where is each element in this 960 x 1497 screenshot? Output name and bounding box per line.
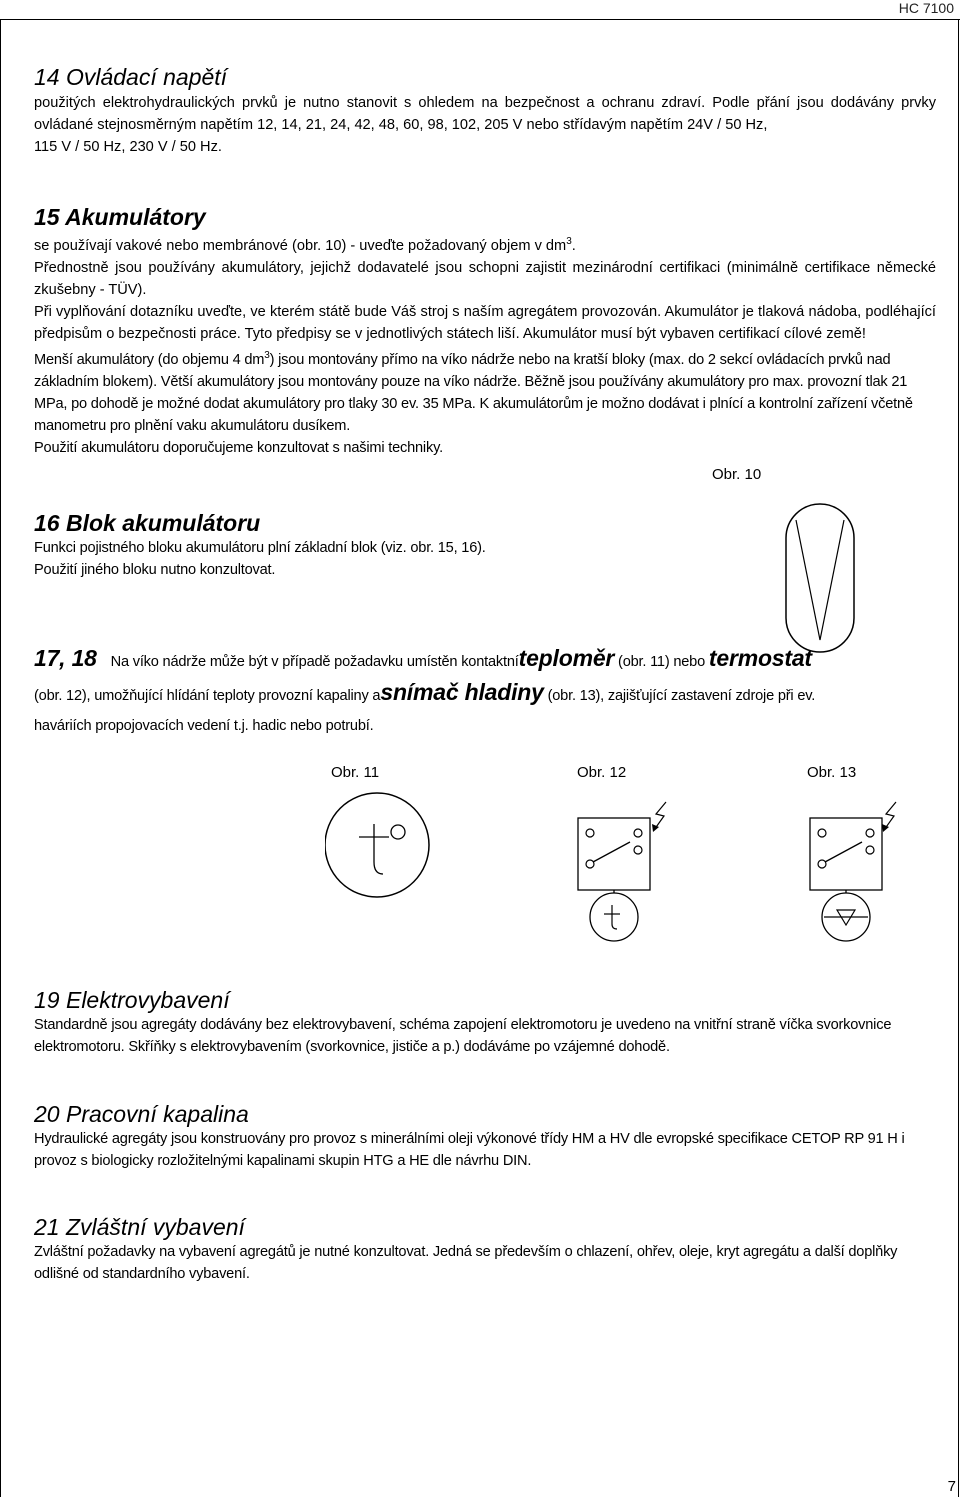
section-17-text-4: (obr. 13), zajišťující zastavení zdroje při ev. [547,688,816,704]
section-17-text-2: (obr. 11) nebo [618,654,706,670]
section-17-line-3: haváriích propojovacích vedení t.j. hadic nebo potrubí. [34,718,374,734]
section-16-line-1: Funkci pojistného bloku akumulátoru plní základní blok (viz. obr. 15, 16). [34,540,486,556]
accumulator-symbol-icon [780,490,860,660]
section-15-line-1-end: . [571,237,576,254]
figure-12-label: Obr. 12 [577,764,627,781]
section-15-para-3: Při vyplňování dotazníku uveďte, ve kterém státě bude Váš stroj s naším agregátem provozován. Akumulátor je tlaková nádoba, podléhající předpisům o bezpečnosti práce. Tyto předpisy se v jednotlivých státech liší. Akumulátor musí být vybaven certifikací cílové země! [34,303,936,342]
section-17-text-1: Na víko nádrže může být v případě požadavku umístěn kontaktní [110,654,519,670]
section-15-para-5: Použití akumulátoru doporučujeme konzultovat s našimi techniky. [34,439,443,456]
document-model-label: HC 7100 [898,0,954,16]
section-19-title: 19 Elektrovybavení [34,987,230,1013]
section-15 [34,204,936,459]
section-15-para-2: Přednostně jsou používány akumulátory, jejichž dodavatelé jsou schopni zajistit mezinárodní certifikaci (minimálně certifikace německé zkušebny - TÜV). [34,259,936,298]
section-20-title: 20 Pracovní kapalina [34,1101,249,1127]
section-15-para-4-sup: 3 [264,349,270,361]
figure-13-label: Obr. 13 [807,764,857,781]
section-16 [34,510,654,581]
section-16-title: 16 Blok akumulátoru [34,510,261,536]
term-termostat: termostat [708,645,812,671]
section-21 [34,1214,944,1285]
section-14-para-1: použitých elektrohydraulických prvků je nutno stanovit s ohledem na bezpečnost a ochranu zdraví. Podle přání jsou dodávány prvky ovládané stejnosměrným napětím 12, 14, 21, 24, 42, 48, 60, 98, 102, 205 V nebo střídavým napětím 24V / 50 Hz, [34,95,936,133]
section-14-title: 14 Ovládací napětí [34,64,228,90]
figure-10-label: Obr. 10 [712,466,762,483]
section-15-para-4-a: Menší akumulátory (do objemu 4 dm [34,351,265,368]
section-19-text: Standardně jsou agregáty dodávány bez elektrovybavení, schéma zapojení elektromotoru je uvedeno na vnitřní straně víčka svorkovnice elektromotoru. Skříňky s elektrovybavením (svorkovnice, jističe a p.) dodáváme po vzájemné dohodě. [34,1017,892,1055]
thermometer-symbol-icon [325,790,435,905]
section-21-text: Zvláštní požadavky na vybavení agregátů je nutné konzultovat. Jedná se především o chlazení, ohřev, oleje, kryt agregátu a další doplňky odlišné od standardního vybavení. [34,1244,898,1282]
section-17-18 [34,643,944,741]
section-20-text: Hydraulické agregáty jsou konstruovány pro provoz s minerálními oleji výkonové třídy HM a HV dle evropské specifikace CETOP RP 91 H i provoz s biologicky rozložitelnými kapalinami skupin HTG a HE dle návrhu DIN. [34,1131,905,1169]
thermostat-symbol-icon [560,790,680,965]
section-16-line-2: Použití jiného bloku nutno konzultovat. [34,562,276,578]
term-teplomer: teploměr [518,645,615,671]
section-20 [34,1101,944,1172]
section-21-title: 21 Zvláštní vybavení [34,1214,245,1240]
section-17-number: 17, 18 [34,645,97,671]
section-19 [34,987,944,1058]
section-17-line-1 [34,643,944,677]
level-switch-symbol-icon [800,790,920,965]
section-15-para-4-b: ) jsou montovány přímo na víko nádrže nebo na kratší bloky (max. do 2 sekcí ovládacích prvků nad základním blokem). Větší akumulátory jsou montovány pouze na víko nádrže. Běžně jsou používány akumulátory pro max. provozní tlak 21 MPa, po dohodě je možné dodat akumulátory pro tlaky 30 ev. 35 MPa. K akumulátorům je možno dodávat i plnící a kontrolní zařízení včetně manometru pro plnění vaku akumulátoru dusíkem. [34,351,913,434]
frame-right-rule [958,19,959,1497]
section-15-line-1 [34,231,936,257]
section-15-line-1-text: se používají vakové nebo membránové (obr. 10) - uveďte požadovaný objem v dm [34,237,567,254]
page-number: 7 [947,1478,956,1495]
figure-11-label: Obr. 11 [331,764,380,781]
section-15-para-4 [34,345,936,437]
term-snimac-hladiny: snímač hladiny [380,679,544,705]
section-15-line-1-sup: 3 [566,236,572,247]
section-15-title: 15 Akumulátory [34,204,206,230]
section-17-text-3: (obr. 12), umožňující hlídání teploty provozní kapaliny a [34,688,381,704]
section-14-para-2: 115 V / 50 Hz, 230 V / 50 Hz. [34,139,222,155]
section-14 [34,64,936,158]
section-17-line-2 [34,677,944,711]
frame-top-rule [0,19,960,20]
frame-left-rule [0,19,1,1497]
